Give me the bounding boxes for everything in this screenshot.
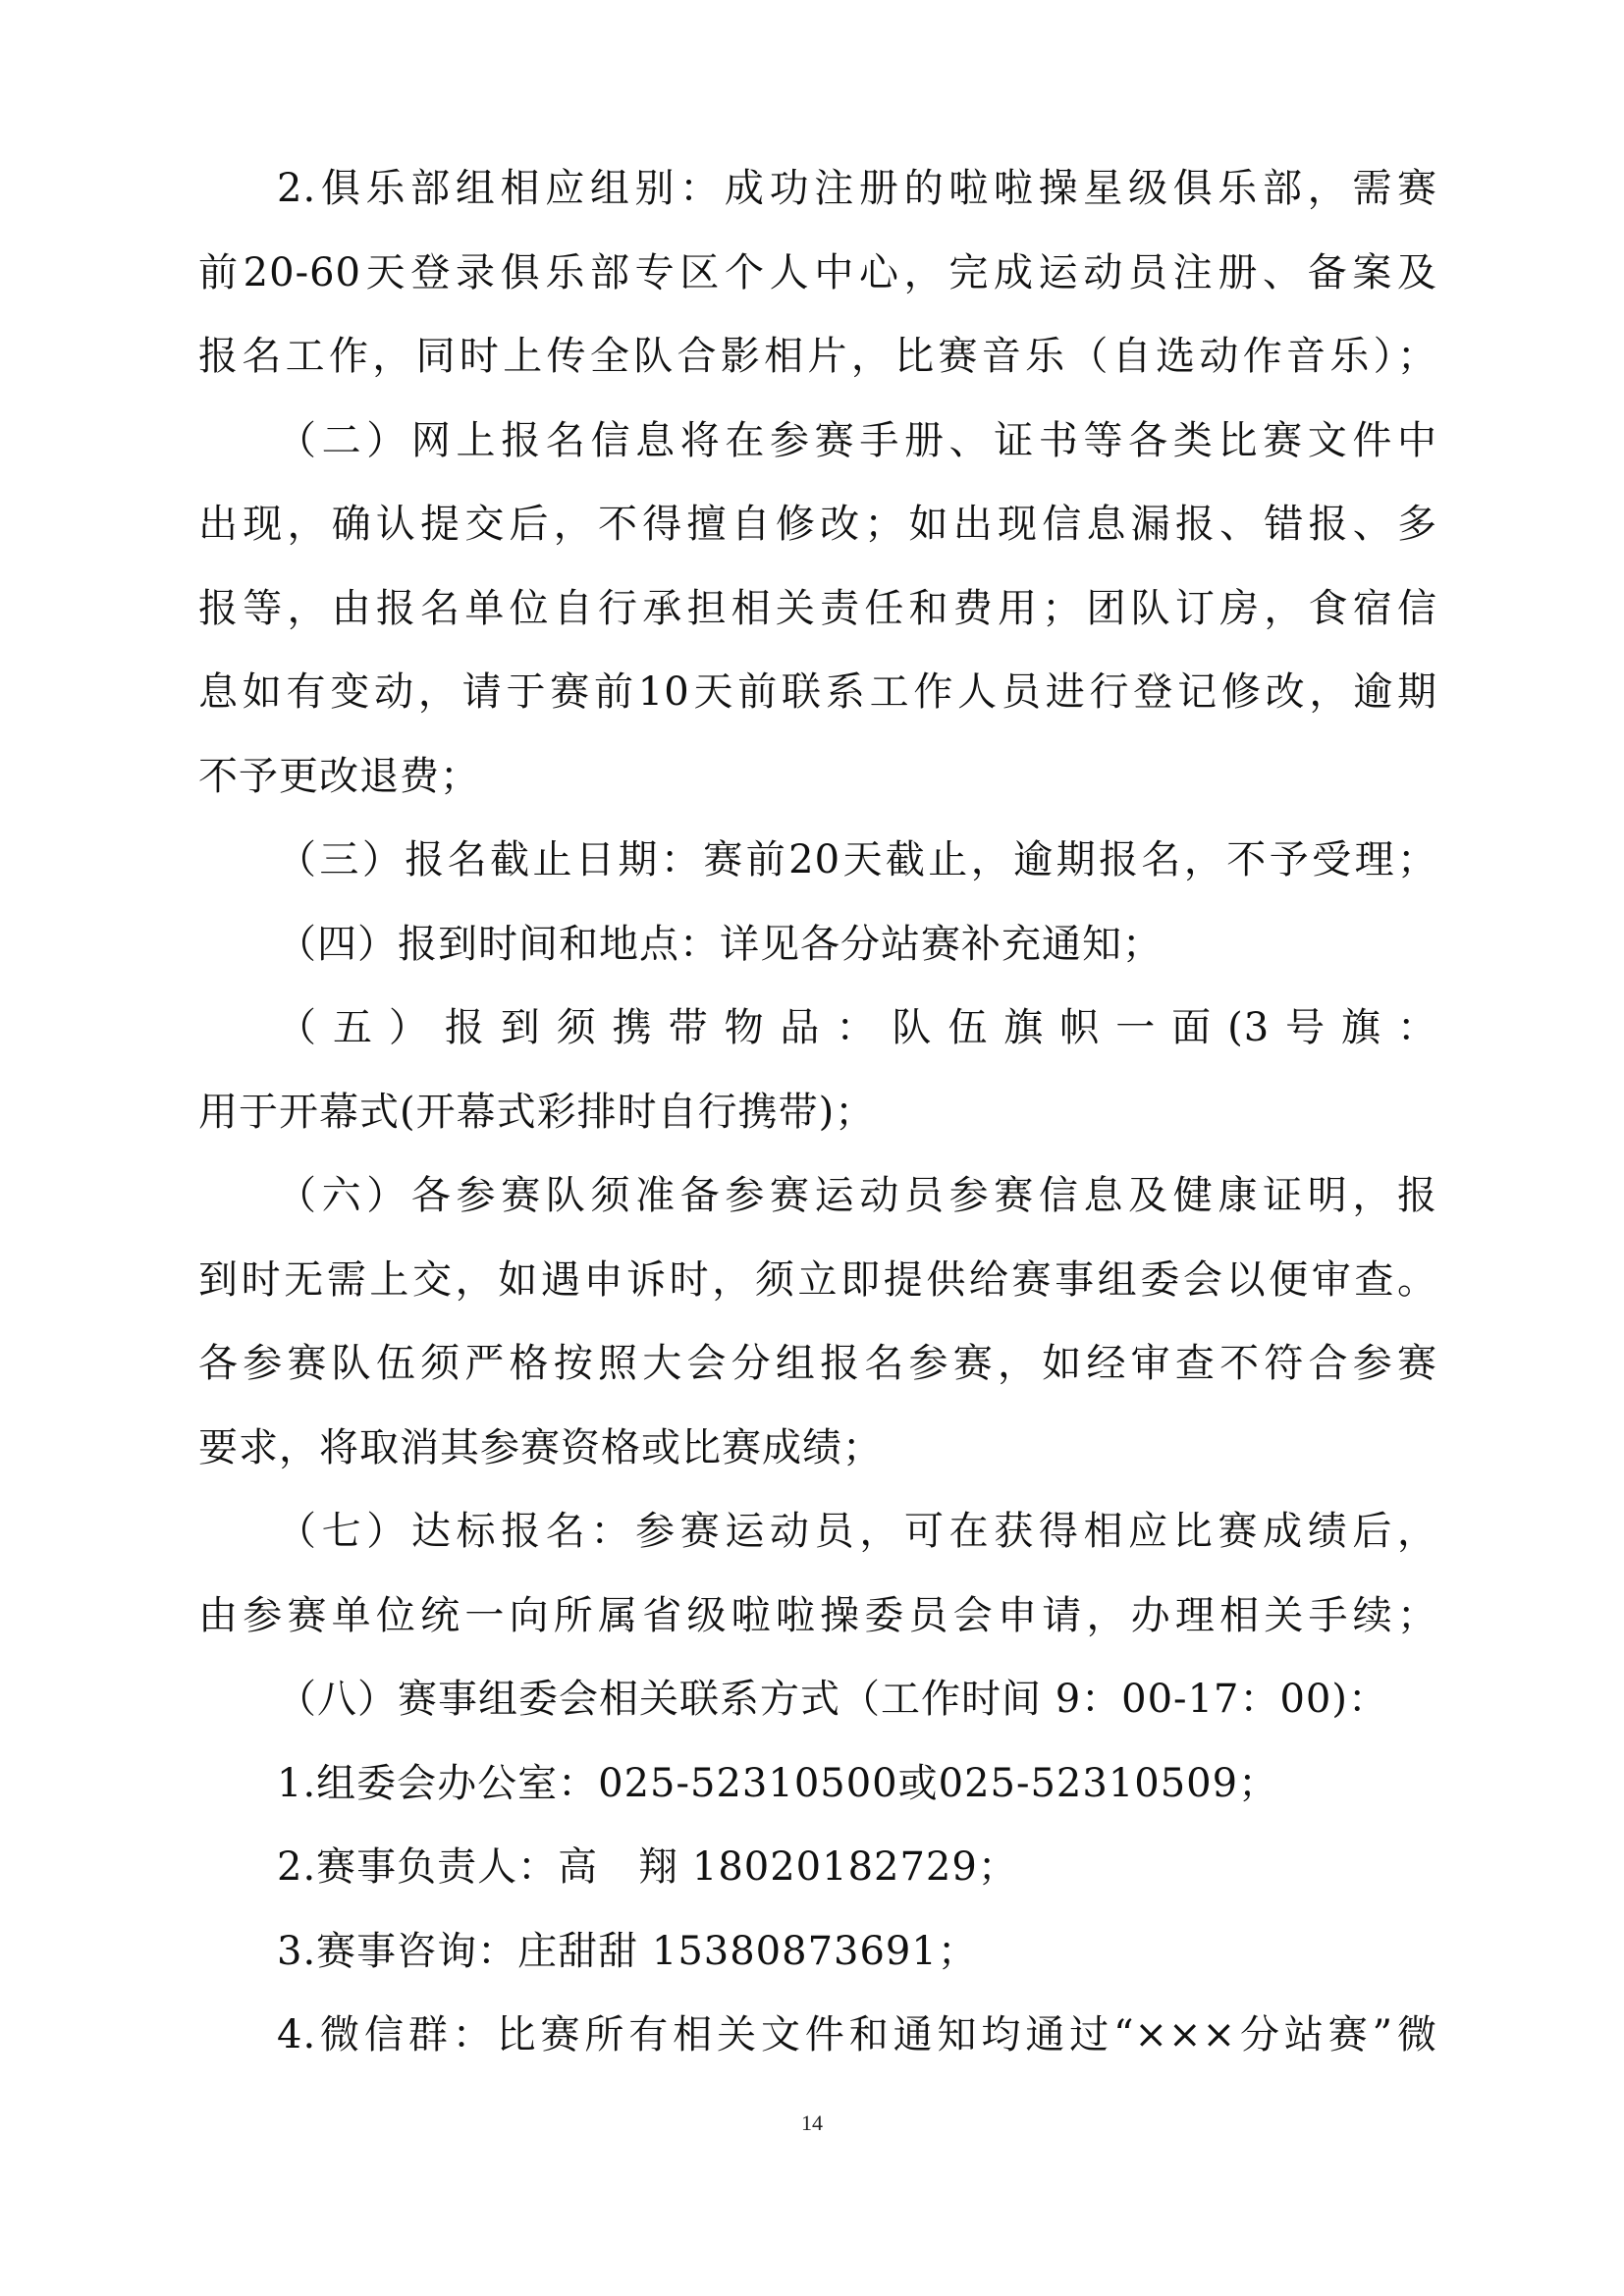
text-line: 3.赛事咨询：庄甜甜 15380873691； xyxy=(277,1928,978,1974)
text-line: 前20-60天登录俱乐部专区个人中心，完成运动员注册、备案及 xyxy=(198,249,1437,295)
text-line: 息如有变动，请于赛前10天前联系工作人员进行登记修改，逾期 xyxy=(198,669,1437,715)
text-line: 1.组委会办公室：025-52310500或025-52310509； xyxy=(277,1760,1279,1806)
text-line: 4.微信群：比赛所有相关文件和通知均通过“×××分站赛”微 xyxy=(277,2012,1437,2057)
text-line: 各参赛队伍须严格按照大会分组报名参赛，如经审查不符合参赛 xyxy=(198,1341,1437,1386)
text-line: （五）报到须携带物品：队伍旗帜一面(3号旗： xyxy=(277,1005,1437,1050)
text-line: （四）报到时间和地点：详见各分站赛补充通知； xyxy=(277,921,1163,967)
text-line: （二）网上报名信息将在参赛手册、证书等各类比赛文件中 xyxy=(277,417,1437,463)
text-line: （七）达标报名：参赛运动员，可在获得相应比赛成绩后， xyxy=(277,1509,1437,1554)
text-line: 报名工作，同时上传全队合影相片，比赛音乐（自选动作音乐）； xyxy=(198,334,1437,379)
text-line: （六）各参赛队须准备参赛运动员参赛信息及健康证明，报 xyxy=(277,1173,1437,1218)
text-line: 到时无需上交，如遇申诉时，须立即提供给赛事组委会以便审查。 xyxy=(198,1256,1437,1303)
text-line: （三）报名截止日期：赛前20天截止，逾期报名，不予受理； xyxy=(277,837,1437,882)
text-line: 不予更改退费； xyxy=(198,753,480,799)
body-text xyxy=(198,147,1437,2078)
text-line: （八）赛事组委会相关联系方式（工作时间 9：00-17：00)： xyxy=(277,1677,1388,1722)
text-line: 出现，确认提交后，不得擅自修改；如出现信息漏报、错报、多 xyxy=(198,502,1437,547)
page-number: 14 xyxy=(801,2110,823,2135)
text-line: 用于开幕式(开幕式彩排时自行携带)； xyxy=(198,1089,876,1135)
text-line: 报等，由报名单位自行承担相关责任和费用；团队订房，食宿信 xyxy=(198,585,1437,631)
text-line: 由参赛单位统一向所属省级啦啦操委员会申请，办理相关手续； xyxy=(198,1592,1437,1638)
text-line: 2.俱乐部组相应组别：成功注册的啦啦操星级俱乐部，需赛 xyxy=(277,166,1437,211)
text-line: 要求，将取消其参赛资格或比赛成绩； xyxy=(198,1424,883,1470)
text-line: 2.赛事负责人：高 翔 18020182729； xyxy=(277,1844,1018,1890)
